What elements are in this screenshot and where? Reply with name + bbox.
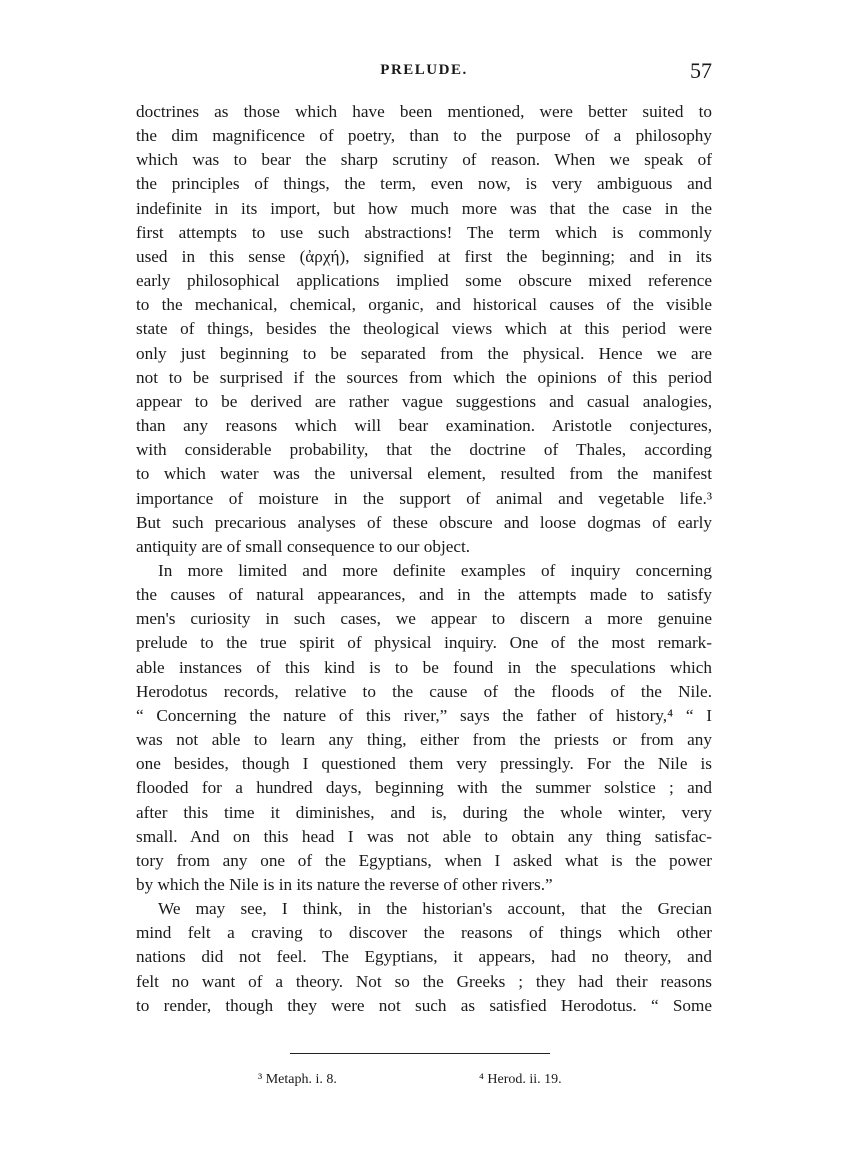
- text-line: the dim magnificence of poetry, than to the purpose of a philosophy: [136, 126, 712, 146]
- text-line: which was to bear the sharp scrutiny of reason. When we speak of: [136, 150, 712, 170]
- text-line: the principles of things, the term, even now, is very ambiguous and: [136, 174, 712, 194]
- text-line: one besides, though I questioned them very pressingly. For the Nile is: [136, 754, 712, 774]
- text-line: Herodotus records, relative to the cause of the floods of the Nile.: [136, 681, 712, 701]
- text-line: after this time it diminishes, and is, during the whole winter, very: [136, 802, 712, 822]
- text-line: first attempts to use such abstractions! The term which is commonly: [136, 222, 712, 242]
- footnote-3: ³ Metaph. i. 8.: [258, 1072, 337, 1087]
- text-line: “ Concerning the nature of this river,” says the father of history,⁴ “ I: [136, 705, 712, 725]
- text-line: not to be surprised if the sources from which the opinions of this period: [136, 367, 712, 387]
- text-line: than any reasons which will bear examination. Aristotle conjectures,: [136, 416, 712, 436]
- text-line: felt no want of a theory. Not so the Greeks ; they had their reasons: [136, 971, 712, 991]
- text-line: to the mechanical, chemical, organic, and historical causes of the visible: [136, 295, 712, 315]
- text-line: mind felt a craving to discover the reasons of things which other: [136, 923, 712, 943]
- text-line: with considerable probability, that the doctrine of Thales, according: [136, 440, 712, 460]
- text-line: the causes of natural appearances, and in the attempts made to satisfy: [136, 585, 712, 605]
- running-head: [136, 58, 712, 88]
- text-line: small. And on this head I was not able to obtain any thing satisfac-: [136, 826, 712, 846]
- footnote-rule: [290, 1053, 550, 1054]
- body-text: [136, 100, 712, 1018]
- footnotes: [0, 1072, 850, 1096]
- running-title: PRELUDE.: [380, 62, 468, 78]
- text-line: importance of moisture in the support of animal and vegetable life.³: [136, 488, 712, 508]
- text-line: to render, though they were not such as satisfied Herodotus. “ Some: [136, 995, 712, 1015]
- text-line: was not able to learn any thing, either from the priests or from any: [136, 730, 712, 750]
- text-line: prelude to the true spirit of physical inquiry. One of the most remark-: [136, 633, 712, 653]
- text-line: doctrines as those which have been mentioned, were better suited to: [136, 102, 712, 121]
- text-line: But such precarious analyses of these obscure and loose dogmas of early: [136, 512, 712, 532]
- page-number: 57: [690, 58, 712, 83]
- paragraph: [136, 100, 712, 559]
- footnote-4: ⁴ Herod. ii. 19.: [479, 1072, 562, 1087]
- text-line: to which water was the universal element, resulted from the manifest: [136, 464, 712, 484]
- text-line: used in this sense (ἀρχή), signified at first the beginning; and in its: [136, 246, 712, 266]
- text-line: flooded for a hundred days, beginning with the summer solstice ; and: [136, 778, 712, 798]
- text-line: only just beginning to be separated from the physical. Hence we are: [136, 343, 712, 363]
- text-line: antiquity are of small consequence to our object.: [136, 536, 471, 556]
- paragraph: [136, 559, 712, 897]
- text-line: appear to be derived are rather vague suggestions and casual analogies,: [136, 391, 712, 411]
- text-line: state of things, besides the theological views which at this period were: [136, 319, 712, 339]
- text-line: We may see, I think, in the historian's account, that the Grecian: [158, 899, 712, 919]
- text-line: by which the Nile is in its nature the reverse of other rivers.”: [136, 875, 553, 894]
- paragraph: [136, 897, 712, 1018]
- text-line: men's curiosity in such cases, we appear to discern a more genuine: [136, 609, 712, 629]
- text-line: nations did not feel. The Egyptians, it appears, had no theory, and: [136, 947, 712, 967]
- text-line: able instances of this kind is to be found in the speculations which: [136, 657, 712, 677]
- text-line: early philosophical applications implied some obscure mixed reference: [136, 271, 712, 291]
- text-line: tory from any one of the Egyptians, when I asked what is the power: [136, 850, 712, 870]
- text-line: In more limited and more definite examples of inquiry concerning: [158, 560, 712, 580]
- text-line: indefinite in its import, but how much more was that the case in the: [136, 198, 712, 218]
